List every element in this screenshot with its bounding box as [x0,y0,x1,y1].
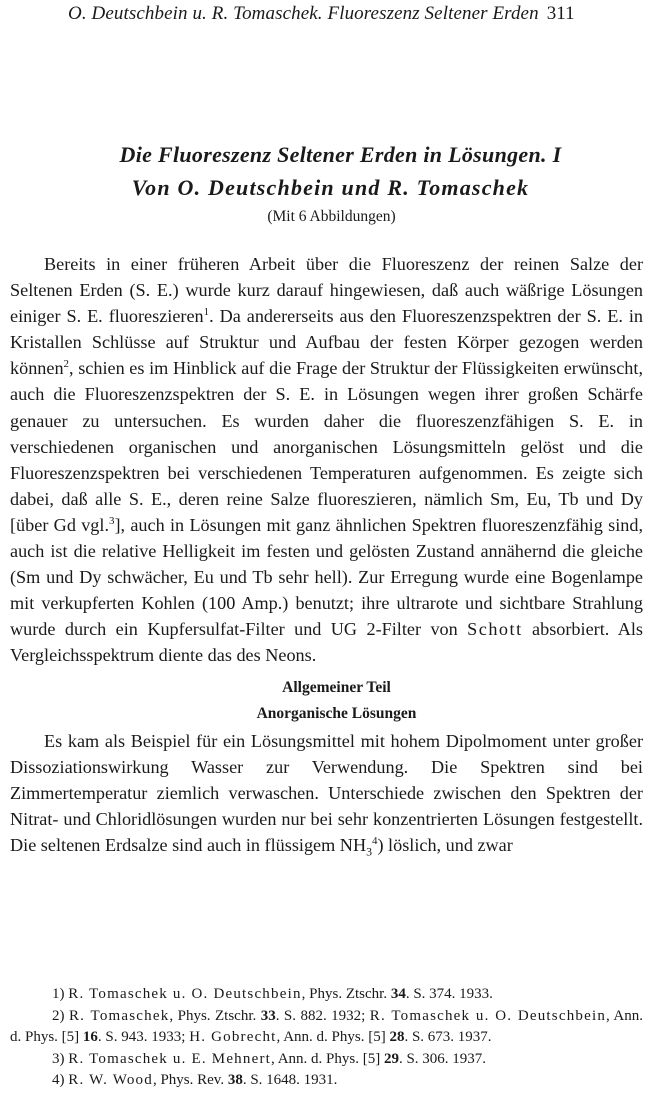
footnote-authors: R. W. Wood [68,1072,153,1088]
article-body [10,251,643,858]
footnote-journal: , Ann. d. Phys. [5] [271,1050,384,1067]
article-header [10,138,643,230]
footnote-1 [10,984,643,1006]
article-subtitle: (Mit 6 Abbildungen) [267,208,396,225]
footnote-ref-2: 2 [63,358,69,371]
nh3-subscript: 3 [366,844,372,859]
footnote-journal: , Phys. Rev. [152,1072,228,1088]
footnote-authors: R. Tomaschek [68,1007,170,1024]
footnote-pages: . S. 374. 1933. [405,986,493,1002]
footnote-pages: . S. 882. 1932; [275,1007,370,1024]
section-heading-inorganic: Anorganische Lösungen [256,705,417,722]
footnote-pages: . S. 306. 1937. [398,1050,487,1067]
footnote-volume: 38 [227,1072,243,1088]
footnote-volume: 33 [260,1007,276,1024]
section-heading-general: Allgemeiner Teil [282,678,391,696]
intro-text-4: ], auch in Lösungen mit ganz ähnlichen Spektren fluoreszenzfähig sind, auch ist die relative Helligkeit im festen und gelösten Zustand annähernd die gleiche (Sm und Dy schwächer, Eu und Tb sehr hell). Zur Erregung wurde eine Bogenlampe mit verkupferten Kohlen (100 Amp.) benutzt; ihre ultrarote und sichtbare Strahlung wurde durch ein Kupfersulfat-Filter und UG 2-Filter von [10,514,643,640]
footnote-volume: 28 [389,1029,405,1045]
article-byline: Von O. Deutschbein und R. Tomaschek [131,175,530,200]
footnote-pages: . S. 1648. 1931. [242,1072,338,1088]
section-text-2: ) löslich, und zwar [377,834,513,855]
intro-paragraph [10,251,643,669]
footnote-journal: , Phys. Ztschr. [301,986,391,1002]
running-head [68,3,643,25]
section-paragraph [10,728,643,858]
footnote-pages: . S. 943. 1933; [97,1029,190,1045]
footnote-3 [10,1049,643,1071]
footnote-authors: R. Tomaschek u. O. Deutschbein [369,1007,607,1024]
footnote-authors: R. Tomaschek u. O. Deutschbein [68,986,302,1002]
footnote-ref-3: 3 [109,514,115,527]
footnote-volume: 34 [390,986,406,1002]
section-text-1: Es kam als Beispiel für ein Lösungsmittel mit hohem Dipolmoment unter großer Dissoziationswirkung Wasser zur Verwendung. Die Spektren sind bei Zimmertemperatur ziemlich verwaschen. Unterschiede zwischen den Spektren der Nitrat- und Chloridlösungen wurden nur bei sehr konzentrierten Lösungen festgestellt. Die seltenen Erdsalze sind auch in flüssigem NH [10,730,643,855]
footnote-journal: , Ann. d. Phys. [5] [10,1007,643,1045]
footnote-pages: . S. 673. 1937. [404,1029,492,1045]
author-name-schott: Schott [467,619,523,640]
footnote-journal: , Ann. d. Phys. [5] [276,1029,390,1045]
footnote-number: 1) [52,986,65,1002]
footnote-authors: R. Tomaschek u. E. Mehnert [68,1050,272,1067]
intro-text-3: , schien es im Hinblick auf die Frage der Struktur der Flüssigkeiten erwünscht, auch die Fluoreszenzspektren der S. E. in Lösungen wegen ihrer großen Schärfe genauer zu untersuchen. Es wurden daher die fluoreszenzfähigen S. E. in verschiedenen organischen und anorganischen Lösungsmitteln gelöst und die Fluoreszenzspektren bei verschiedenen Temperaturen aufgenommen. Es zeigte sich dabei, daß alle S. E., deren reine Salze fluoreszieren, nämlich Sm, Eu, Tb und Dy [über Gd vgl. [10,358,643,535]
footnote-number: 4) [52,1072,65,1088]
footnote-journal: , Phys. Ztschr. [169,1007,261,1024]
article-title: Die Fluoreszenz Seltener Erden in Lösungen. I [119,142,562,167]
footnote-volume: 16 [82,1029,98,1045]
footnote-ref-4: 4 [372,834,378,847]
intro-text-5: absorbiert. Als Vergleichsspektrum diente das des Neons. [10,619,643,666]
footnote-ref-1: 1 [203,306,210,319]
footnote-authors: H. Gobrecht [189,1029,277,1045]
footnote-number: 3) [52,1050,65,1067]
footnotes [10,984,643,1092]
intro-text-2: . Da andererseits aus den Fluoreszenzspektren der S. E. in Kristallen Schlüsse auf Struktur und Aufbau der festen Körper gezogen werden können [10,306,643,379]
running-head-text: O. Deutschbein u. R. Tomaschek. Fluoreszenz Seltener Erden [68,3,539,24]
footnote-2 [10,1006,643,1049]
footnote-volume: 29 [383,1050,399,1067]
page-number: 311 [546,3,575,24]
footnote-number: 2) [52,1007,65,1024]
footnote-4 [10,1070,643,1092]
intro-text-1: Bereits in einer früheren Arbeit über die Fluoreszenz der reinen Salze der Seltenen Erden (S. E.) wurde kurz darauf hingewiesen, daß auch wäßrige Lösungen einiger S. E. fluoreszieren [10,254,643,327]
